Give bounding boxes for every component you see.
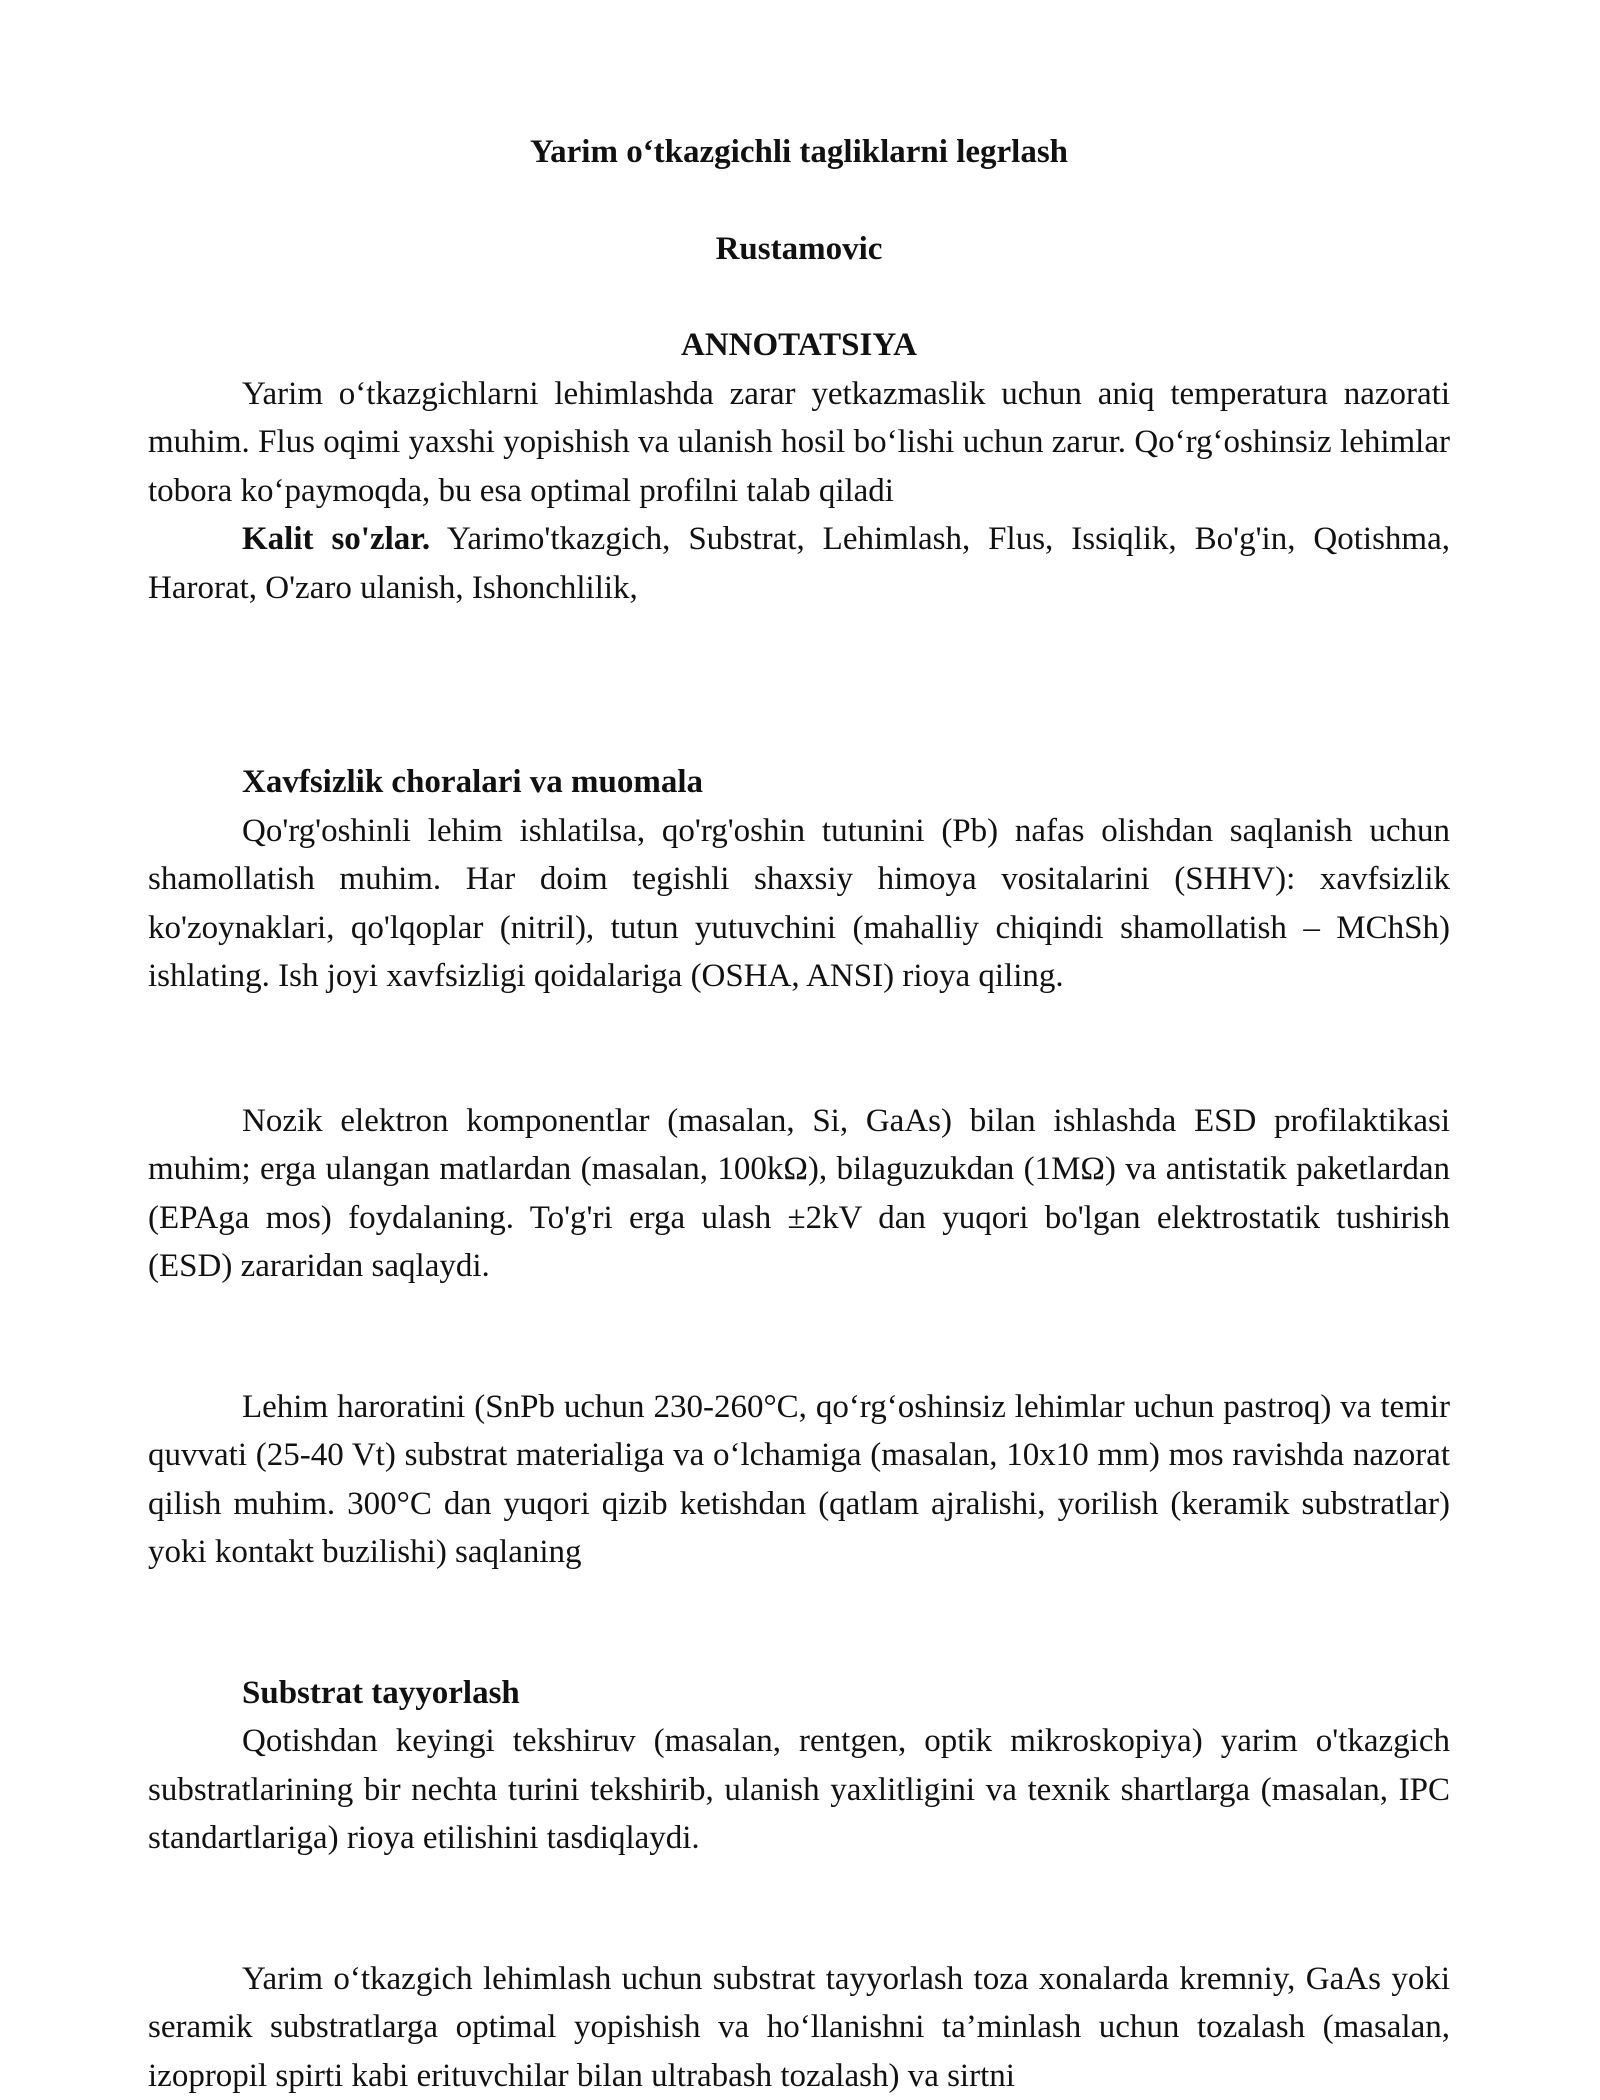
annotation-paragraph: Yarim o‘tkazgichlarni lehimlashda zarar yetkazmaslik uchun aniq temperatura nazorati muhim. Flus oqimi yaxshi yopishish va ulanish hosil bo‘lishi uchun zarur. Qo‘rg‘oshinsiz lehimlar tobora ko‘paymoqda, bu esa optimal profilni talab qiladi: [148, 370, 1450, 516]
annotation-heading: ANNOTATSIYA: [148, 321, 1450, 370]
section-heading-safety: Xavfsizlik choralari va muomala: [148, 758, 1450, 807]
spacer: [148, 1863, 1450, 1955]
spacer: [148, 1577, 1450, 1669]
substrate-paragraph-1: Qotishdan keyingi tekshiruv (masalan, rentgen, optik mikroskopiya) yarim o'tkazgich substratlarining bir nechta turini tekshirib, ulanish yaxlitligini va texnik shartlarga (masalan, IPC standartlariga) rioya etilishini tasdiqlaydi.: [148, 1717, 1450, 1863]
spacer: [148, 1001, 1450, 1097]
substrate-paragraph-2: Yarim o‘tkazgich lehimlash uchun substrat tayyorlash toza xonalarda kremniy, GaAs yoki seramik substratlarga optimal yopishish va ho‘llanishni ta’minlash uchun tozalash (masalan, izopropil spirti kabi erituvchilar bilan ultrabash tozalash) va sirtni: [148, 1955, 1450, 2100]
keywords-label: Kalit so'zlar.: [242, 521, 430, 557]
spacer: [148, 612, 1450, 758]
keywords-paragraph: [148, 515, 1450, 612]
safety-paragraph-1: Qo'rg'oshinli lehim ishlatilsa, qo'rg'oshin tutunini (Pb) nafas olishdan saqlanish uchun shamollatish muhim. Har doim tegishli shaxsiy himoya vositalarini (SHHV): xavfsizlik ko'zoynaklari, qo'lqoplar (nitril), tutun yutuvchini (mahalliy chiqindi shamollatish – MChSh) ishlating. Ish joyi xavfsizligi qoidalariga (OSHA, ANSI) rioya qiling.: [148, 807, 1450, 1001]
safety-paragraph-2: Nozik elektron komponentlar (masalan, Si, GaAs) bilan ishlashda ESD profilaktikasi muhim; erga ulangan matlardan (masalan, 100kΩ), bilaguzukdan (1MΩ) va antistatik paketlardan (EPAga mos) foydalaning. To'g'ri erga ulash ±2kV dan yuqori bo'lgan elektrostatik tushirish (ESD) zararidan saqlaydi.: [148, 1097, 1450, 1291]
section-heading-substrate: Substrat tayyorlash: [148, 1669, 1450, 1718]
keywords-list: Yarimo'tkazgich, Substrat, Lehimlash, Flus, Issiqlik, Bo'g'in, Qotishma, Harorat, O'zaro ulanish, Ishonchlilik,: [148, 521, 1450, 606]
document-title: Yarim o‘tkazgichli tagliklarni legrlash: [148, 128, 1450, 177]
document-page: [148, 128, 1450, 2100]
spacer: [148, 1291, 1450, 1383]
author-name: Rustamovic: [148, 225, 1450, 274]
safety-paragraph-3: Lehim haroratini (SnPb uchun 230-260°C, qo‘rg‘oshinsiz lehimlar uchun pastroq) va temir quvvati (25-40 Vt) substrat materialiga va o‘lchamiga (masalan, 10x10 mm) mos ravishda nazorat qilish muhim. 300°C dan yuqori qizib ketishdan (qatlam ajralishi, yorilish (keramik substratlar) yoki kontakt buzilishi) saqlaning: [148, 1383, 1450, 1577]
